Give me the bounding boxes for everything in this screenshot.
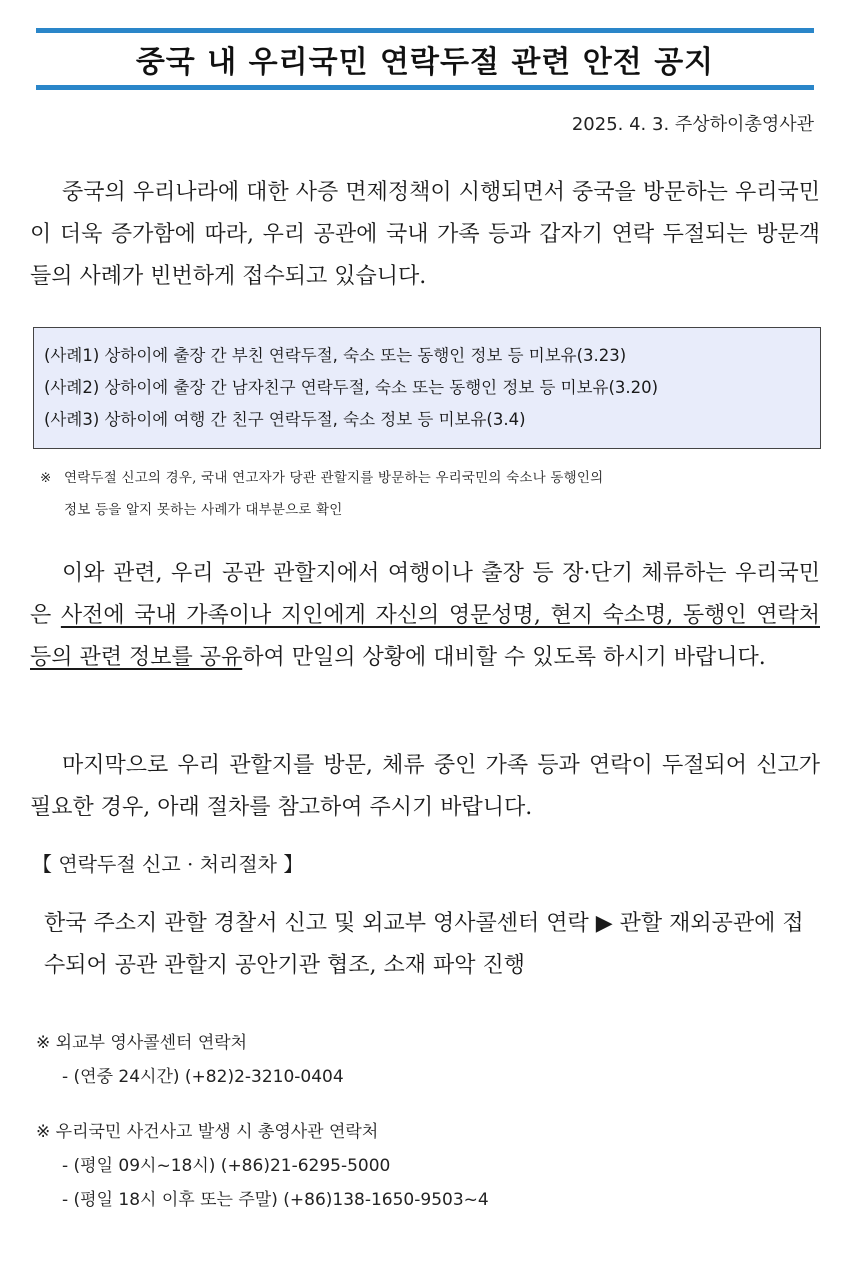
advice-text-start: 이와 관련, 우리 공관 관할지에서 여행이나 출장 등 장·단기 체류하는 우리국민은 [30,561,820,628]
intro-paragraph: 중국의 우리나라에 대한 사증 면제정책이 시행되면서 중국을 방문하는 우리국민이 더욱 증가함에 따라, 우리 공관에 국내 가족 등과 갑자기 연락 두절되는 방문객들의 사례가 빈번하게 접수되고 있습니다. [30,180,820,289]
contact-line: - (연중 24시간) (+82)2-3210-0404 [62,1067,344,1087]
note-line-1: 연락두절 신고의 경우, 국내 연고자가 당관 관할지를 방문하는 우리국민의 숙소나 동행인의 [64,470,604,486]
case-example-3: (사례3) 상하이에 여행 간 친구 연락두절, 숙소 정보 등 미보유(3.4) [44,410,526,429]
contact-title: ※ 우리국민 사건사고 발생 시 총영사관 연락처 [36,1122,379,1142]
advice-paragraph [30,553,820,679]
case-example-2: (사례2) 상하이에 출장 간 남자친구 연락두절, 숙소 또는 동행인 정보 등 미보유(3.20) [44,378,659,397]
advice-underlined-text: 사전에 국내 가족이나 지인에게 자신의 영문성명, 현지 숙소명, 동행인 연락처 등의 관련 정보를 공유 [30,603,820,670]
note-line-2: 정보 등을 알지 못하는 사례가 대부분으로 확인 [64,502,343,518]
case-example-1: (사례1) 상하이에 출장 간 부친 연락두절, 숙소 또는 동행인 정보 등 미보유(3.23) [44,346,627,365]
procedure-heading: 【 연락두절 신고 · 처리절차 】 [32,852,304,876]
closing-paragraph: 마지막으로 우리 관할지를 방문, 체류 중인 가족 등과 연락이 두절되어 신고가 필요한 경우, 아래 절차를 참고하여 주시기 바랍니다. [30,753,820,820]
advice-text-end: 하여 만일의 상황에 대비할 수 있도록 하시기 바랍니다. [242,645,766,670]
contact-line: - (평일 18시 이후 또는 주말) (+86)138-1650-9503~4 [62,1190,489,1210]
contact-block-call-center [36,1026,344,1094]
contact-line: - (평일 09시~18시) (+86)21-6295-5000 [62,1156,391,1176]
note-mark: ※ [40,470,52,486]
procedure-body: 한국 주소지 관할 경찰서 신고 및 외교부 영사콜센터 연락 ▶ 관할 재외공관에 접수되어 공관 관할지 공안기관 협조, 소재 파악 진행 [44,911,804,978]
contact-title: ※ 외교부 영사콜센터 연락처 [36,1033,248,1053]
title-banner [36,28,814,90]
page-title: 중국 내 우리국민 연락두절 관련 안전 공지 [135,45,715,80]
case-examples-box [33,327,821,449]
issue-date-and-issuer: 2025. 4. 3. 주상하이총영사관 [571,114,814,135]
contact-block-consulate [36,1115,489,1217]
reference-note [40,462,820,526]
